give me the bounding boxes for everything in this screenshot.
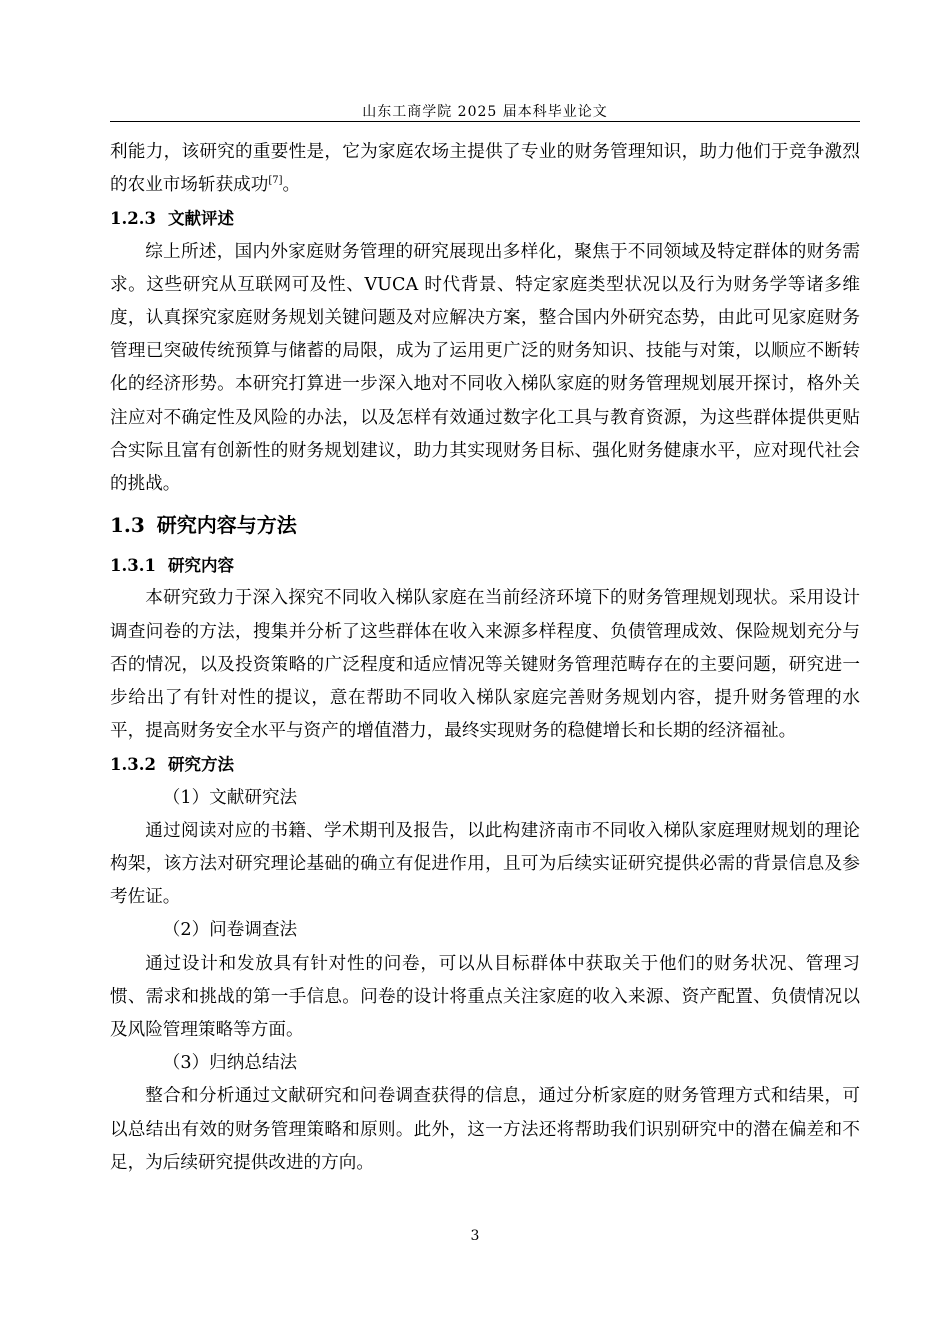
header-rule: [110, 121, 860, 122]
paragraph-method-2: 通过设计和发放具有针对性的问卷，可以从目标群体中获取关于他们的财务状况、管理习惯、需求和挑战的第一手信息。问卷的设计将重点关注家庭的收入来源、资产配置、负债情况以及风险管理策略等方面。: [110, 953, 860, 1041]
page-body: [110, 136, 860, 1180]
paragraph-research-content: 本研究致力于深入探究不同收入梯队家庭在当前经济环境下的财务管理规划现状。采用设计调查问卷的方法，搜集并分析了这些群体在收入来源多样程度、负债管理成效、保险规划充分与否的情况，以及投资策略的广泛程度和适应情况等关键财务管理范畴存在的主要问题，研究进一步给出了有针对性的提议，意在帮助不同收入梯队家庭完善财务规划内容，提升财务管理的水平，提高财务安全水平与资产的增值潜力，最终实现财务的稳健增长和长期的经济福祉。: [110, 588, 860, 742]
running-header: 山东工商学院 2025 届本科毕业论文: [362, 104, 608, 120]
citation-ref: [7]: [268, 175, 283, 187]
paragraph-continued: 利能力，该研究的重要性是，它为家庭农场主提供了专业的财务管理知识，助力他们于竞争激烈的农业市场斩获成功[7]。: [110, 142, 860, 196]
section-heading-1-3: 1.3 研究内容与方法: [110, 513, 297, 538]
section-heading-1-2-3: 1.2.3 文献评述: [110, 209, 234, 229]
page-number: 3: [470, 1228, 480, 1244]
paragraph-method-3: 整合和分析通过文献研究和问卷调查获得的信息，通过分析家庭的财务管理方式和结果，可以总结出有效的财务管理策略和原则。此外，这一方法还将帮助我们识别研究中的潜在偏差和不足，为后续研究提供改进的方向。: [110, 1086, 860, 1173]
section-heading-1-3-1: 1.3.1 研究内容: [110, 556, 234, 576]
method-item-3: （3）归纳总结法: [162, 1053, 298, 1074]
paragraph-literature-review: 综上所述，国内外家庭财务管理的研究展现出多样化，聚焦于不同领域及特定群体的财务需求。这些研究从互联网可及性、VUCA 时代背景、特定家庭类型状况以及行为财务学等诸多维度，认真探究家庭财务规划关键问题及对应解决方案，整合国内外研究态势，由此可见家庭财务管理已突破传统预算与储蓄的局限，成为了运用更广泛的财务知识、技能与对策，以顺应不断转化的经济形势。本研究打算进一步深入地对不同收入梯队家庭的财务管理规划展开探讨，格外关注应对不确定性及风险的办法，以及怎样有效通过数字化工具与教育资源，为这些群体提供更贴合实际且富有创新性的财务规划建议，助力其实现财务目标、强化财务健康水平，应对现代社会的挑战。: [110, 241, 860, 495]
method-item-1: （1）文献研究法: [162, 787, 298, 808]
method-item-2: （2）问卷调查法: [162, 920, 298, 941]
section-heading-1-3-2: 1.3.2 研究方法: [110, 755, 234, 775]
paragraph-method-1: 通过阅读对应的书籍、学术期刊及报告，以此构建济南市不同收入梯队家庭理财规划的理论构架，该方法对研究理论基础的确立有促进作用，且可为后续实证研究提供必需的背景信息及参考佐证。: [110, 820, 860, 908]
